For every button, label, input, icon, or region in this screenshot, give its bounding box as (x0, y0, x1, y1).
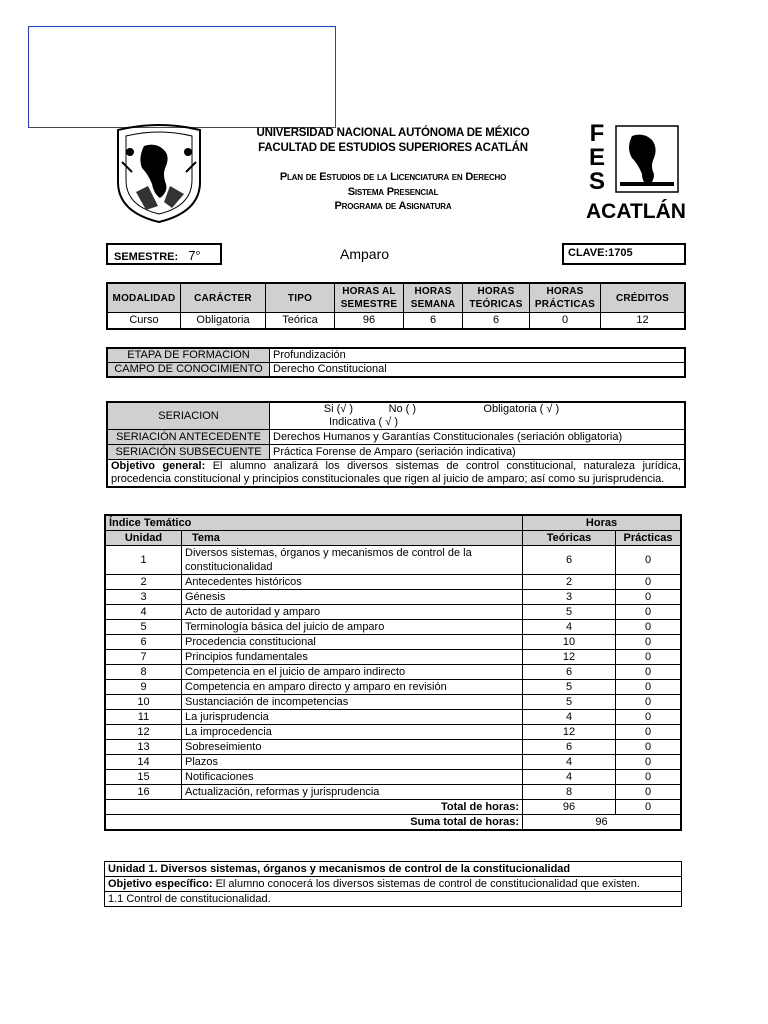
subsecuente-value: Práctica Forense de Amparo (seriación indicativa) (270, 445, 686, 460)
teoricas-cell: 8 (523, 785, 616, 800)
practicas-cell: 0 (616, 740, 682, 755)
objetivo-general (107, 460, 685, 488)
teoricas-header: Teóricas (523, 531, 616, 546)
total-label: Total de horas: (105, 800, 523, 815)
etapa-table (106, 347, 686, 378)
seriacion-si: Si (√ ) (323, 403, 353, 415)
plan-title: Plan de Estudios de la Licenciatura en Derecho (279, 171, 507, 183)
teoricas-cell: 4 (523, 620, 616, 635)
unidad-cell: 5 (105, 620, 182, 635)
unidad-cell: 2 (105, 575, 182, 590)
university-name: UNIVERSIDAD NACIONAL AUTÓNOMA DE MÉXICO (256, 127, 530, 139)
teoricas-cell: 5 (523, 605, 616, 620)
subsecuente-label: SERIACIÓN SUBSECUENTE (107, 445, 270, 460)
course-title: Amparo (340, 246, 390, 262)
tema-cell: La improcedencia (182, 725, 523, 740)
unidad-cell: 12 (105, 725, 182, 740)
suma-label: Suma total de horas: (105, 815, 523, 831)
total-teoricas: 96 (523, 800, 616, 815)
teoricas-cell: 4 (523, 710, 616, 725)
etapa-label: ETAPA DE FORMACION (107, 348, 270, 363)
table-row (105, 620, 681, 635)
col-horas-practicas: HORAS PRÁCTICAS (530, 283, 601, 313)
teoricas-cell: 12 (523, 725, 616, 740)
col-modalidad: MODALIDAD (107, 283, 181, 313)
practicas-cell: 0 (616, 755, 682, 770)
tema-cell: Génesis (182, 590, 523, 605)
unidad-cell: 16 (105, 785, 182, 800)
tema-cell: Principios fundamentales (182, 650, 523, 665)
tema-cell: Acto de autoridad y amparo (182, 605, 523, 620)
practicas-cell: 0 (616, 770, 682, 785)
teoricas-cell: 4 (523, 755, 616, 770)
table-row (105, 740, 681, 755)
unidad1-objetivo-text: El alumno conocerá los diversos sistemas de control de constitucionalidad que existen. (212, 877, 640, 890)
practicas-cell: 0 (616, 590, 682, 605)
objetivo-general-text: El alumno analizará los diversos sistemas de control constitucional, naturaleza jurídica, procedencia constitucional y principios constitucionales que rigen al juicio de amparo; así como su jurisprudencia. (111, 460, 681, 485)
val-creditos: 12 (601, 313, 686, 330)
col-horas-teoricas: HORAS TEÓRICAS (463, 283, 530, 313)
val-tipo: Teórica (266, 313, 335, 330)
practicas-cell: 0 (616, 575, 682, 590)
indice-tematico-table (104, 514, 682, 831)
practicas-cell: 0 (616, 710, 682, 725)
practicas-cell: 0 (616, 546, 682, 575)
table-row (105, 546, 681, 575)
seriacion-label: SERIACION (107, 402, 270, 430)
val-modalidad: Curso (107, 313, 181, 330)
val-horas-practicas: 0 (530, 313, 601, 330)
seriacion-no: No ( ) (388, 403, 417, 415)
antecedente-label: SERIACIÓN ANTECEDENTE (107, 430, 270, 445)
unidad1-objetivo (105, 877, 682, 892)
seriacion-indicativa: Indicativa ( √ ) (328, 416, 398, 428)
tema-cell: La jurisprudencia (182, 710, 523, 725)
practicas-cell: 0 (616, 785, 682, 800)
unidad-header: Unidad (105, 531, 182, 546)
table-row (105, 785, 681, 800)
practicas-header: Prácticas (616, 531, 682, 546)
table-row (105, 665, 681, 680)
unidad-cell: 4 (105, 605, 182, 620)
teoricas-cell: 2 (523, 575, 616, 590)
total-practicas: 0 (616, 800, 682, 815)
tema-cell: Terminología básica del juicio de amparo (182, 620, 523, 635)
clave-box: CLAVE:1705 (562, 243, 686, 265)
table-row (105, 575, 681, 590)
semester-box (106, 243, 222, 265)
tema-cell: Diversos sistemas, órganos y mecanismos de control de la constitucionalidad (182, 546, 523, 575)
semester-label: SEMESTRE: (114, 251, 179, 263)
seriacion-table (106, 401, 686, 488)
tema-header: Tema (182, 531, 523, 546)
unidad-cell: 3 (105, 590, 182, 605)
practicas-cell: 0 (616, 725, 682, 740)
tema-cell: Notificaciones (182, 770, 523, 785)
logo-letter-e: E (588, 144, 605, 171)
tema-cell: Competencia en el juicio de amparo indirecto (182, 665, 523, 680)
tema-cell: Procedencia constitucional (182, 635, 523, 650)
unidad-cell: 13 (105, 740, 182, 755)
suma-value: 96 (523, 815, 682, 831)
unidad-cell: 6 (105, 635, 182, 650)
logo-letter-s: S (588, 168, 605, 195)
antecedente-value: Derechos Humanos y Garantías Constitucionales (seriación obligatoria) (270, 430, 686, 445)
teoricas-cell: 6 (523, 546, 616, 575)
campo-label: CAMPO DE CONOCIMIENTO (107, 363, 270, 378)
table-row (105, 755, 681, 770)
practicas-cell: 0 (616, 620, 682, 635)
practicas-cell: 0 (616, 665, 682, 680)
col-horas-semana: HORAS SEMANA (404, 283, 463, 313)
unidad-cell: 10 (105, 695, 182, 710)
table-row (105, 650, 681, 665)
unidad-cell: 1 (105, 546, 182, 575)
table-row (105, 770, 681, 785)
col-tipo: TIPO (266, 283, 335, 313)
etapa-value: Profundización (270, 348, 686, 363)
tema-cell: Competencia en amparo directo y amparo en revisión (182, 680, 523, 695)
tema-cell: Actualización, reformas y jurisprudencia (182, 785, 523, 800)
teoricas-cell: 3 (523, 590, 616, 605)
faculty-name: FACULTAD DE ESTUDIOS SUPERIORES ACATLÁN (258, 142, 528, 154)
unidad1-item: 1.1 Control de constitucionalidad. (105, 892, 682, 907)
fes-acatlan-logo (584, 122, 684, 226)
unidad-cell: 15 (105, 770, 182, 785)
unidad-cell: 11 (105, 710, 182, 725)
unidad-cell: 8 (105, 665, 182, 680)
tema-cell: Sustanciación de incompetencias (182, 695, 523, 710)
teoricas-cell: 12 (523, 650, 616, 665)
horas-header: Horas (523, 515, 682, 531)
col-creditos: CRÉDITOS (601, 283, 686, 313)
practicas-cell: 0 (616, 650, 682, 665)
seriacion-options (270, 402, 686, 430)
table-row (105, 605, 681, 620)
teoricas-cell: 5 (523, 695, 616, 710)
table-row (105, 680, 681, 695)
modalidad-table (106, 282, 686, 330)
objetivo-general-label: Objetivo general: (111, 460, 206, 472)
unidad-cell: 7 (105, 650, 182, 665)
col-caracter: CARÁCTER (181, 283, 266, 313)
table-row (105, 710, 681, 725)
seriacion-obligatoria: Obligatoria ( √ ) (483, 403, 560, 415)
val-horas-semestre: 96 (335, 313, 404, 330)
tema-cell: Sobreseimiento (182, 740, 523, 755)
tema-cell: Plazos (182, 755, 523, 770)
tema-cell: Antecedentes históricos (182, 575, 523, 590)
unidad1-table (104, 861, 682, 907)
unam-shield-logo (108, 122, 210, 226)
practicas-cell: 0 (616, 680, 682, 695)
program-title: Programa de Asignatura (334, 200, 452, 212)
practicas-cell: 0 (616, 695, 682, 710)
selection-rectangle (28, 26, 336, 128)
table-row (105, 635, 681, 650)
practicas-cell: 0 (616, 605, 682, 620)
val-horas-semana: 6 (404, 313, 463, 330)
practicas-cell: 0 (616, 635, 682, 650)
campo-value: Derecho Constitucional (270, 363, 686, 378)
col-horas-semestre: HORAS AL SEMESTRE (335, 283, 404, 313)
logo-acatlan-text: ACATLÁN (586, 200, 686, 223)
teoricas-cell: 4 (523, 770, 616, 785)
semester-value: 7° (188, 248, 201, 263)
teoricas-cell: 10 (523, 635, 616, 650)
logo-letter-f: F (589, 120, 605, 147)
teoricas-cell: 6 (523, 665, 616, 680)
indice-title: Índice Temático (105, 515, 523, 531)
unidad-cell: 14 (105, 755, 182, 770)
unidad-cell: 9 (105, 680, 182, 695)
val-caracter: Obligatoria (181, 313, 266, 330)
table-row (105, 725, 681, 740)
unidad1-objetivo-label: Objetivo específico: (108, 877, 213, 890)
system-title: Sistema Presencial (347, 186, 439, 198)
teoricas-cell: 6 (523, 740, 616, 755)
val-horas-teoricas: 6 (463, 313, 530, 330)
unidad1-title: Unidad 1. Diversos sistemas, órganos y mecanismos de control de la constitucionalidad (105, 862, 682, 877)
teoricas-cell: 5 (523, 680, 616, 695)
table-row (105, 695, 681, 710)
table-row (105, 590, 681, 605)
